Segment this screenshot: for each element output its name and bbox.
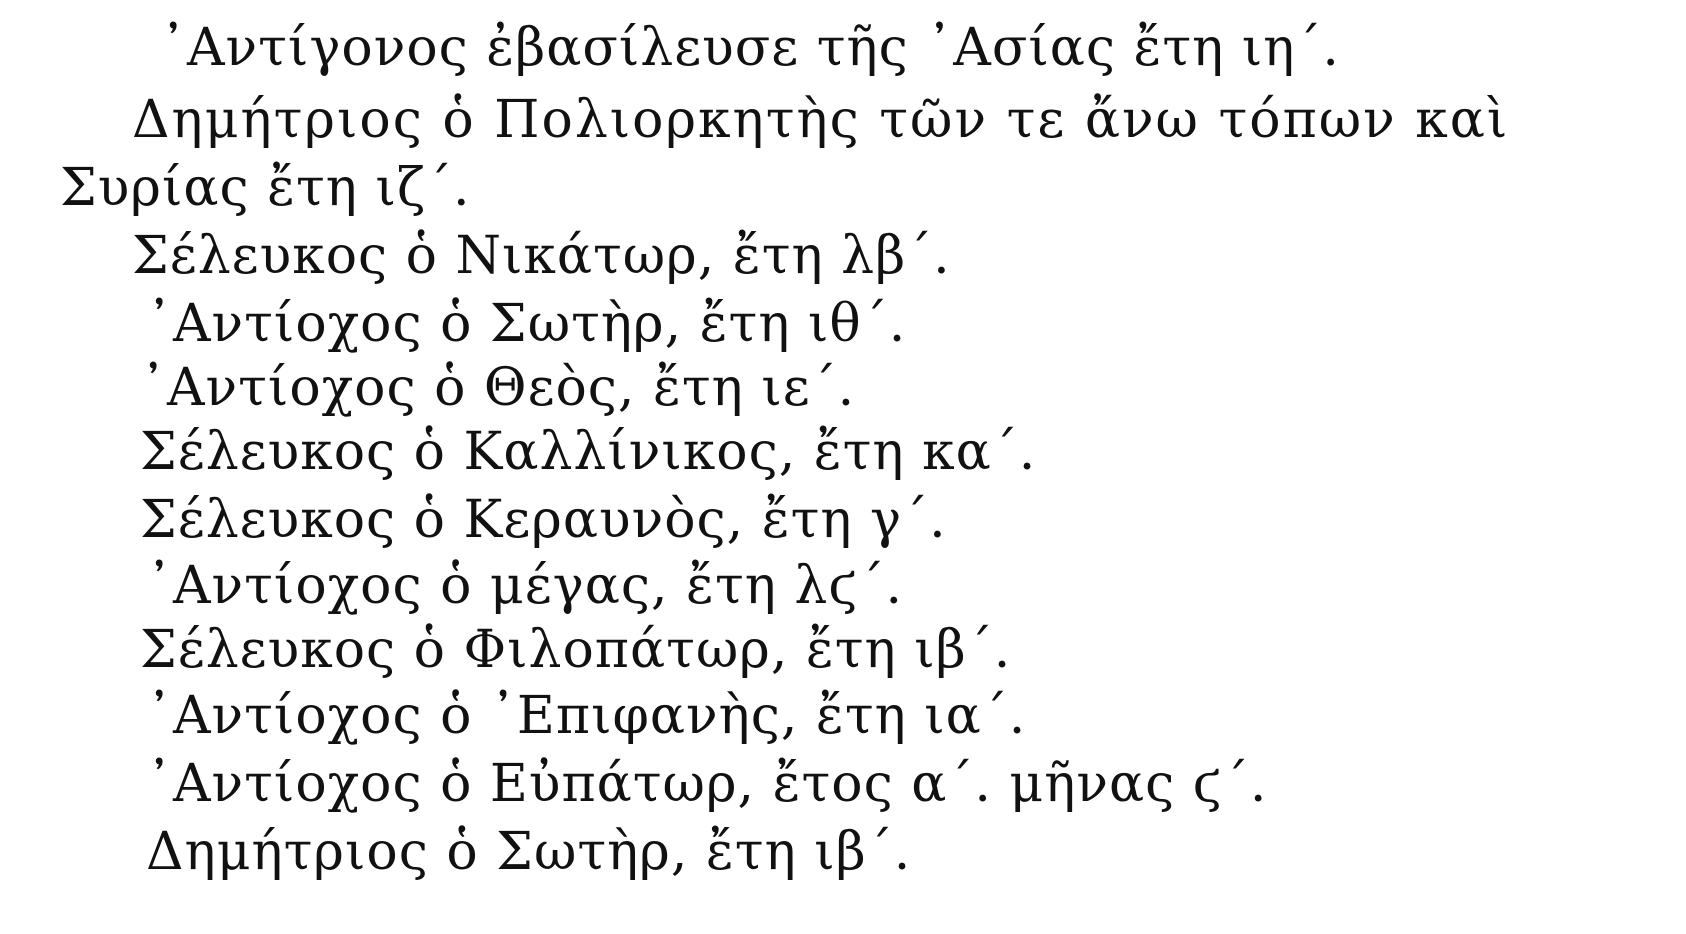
- text-line: ᾿Αντίοχος ὁ ᾿Επιφανὴς, ἔτη ια΄.: [146, 686, 1027, 746]
- text-line: Σέλευκος ὁ Νικάτωρ, ἔτη λβ΄.: [132, 226, 951, 286]
- text-line: ᾿Αντίοχος ὁ Σωτὴρ, ἔτη ιθ΄.: [146, 294, 907, 354]
- text-line: Σέλευκος ὁ Κεραυνὸς, ἔτη γ΄.: [140, 490, 947, 550]
- text-line: Σέλευκος ὁ Φιλοπάτωρ, ἔτη ιβ΄.: [140, 620, 1012, 680]
- text-line: Σέλευκος ὁ Καλλίνικος, ἔτη κα΄.: [140, 422, 1037, 482]
- text-line: Δημήτριος ὁ Σωτὴρ, ἔτη ιβ΄.: [146, 822, 912, 882]
- text-line: Δημήτριος ὁ Πολιορκητὴς τῶν τε ἄνω τόπων καὶ: [132, 90, 1510, 150]
- text-line: ᾿Αντίοχος ὁ Θεὸς, ἔτη ιε΄.: [140, 358, 856, 418]
- text-line: ᾿Αντίγονος ἐβασίλευσε τῆς ᾿Ασίας ἔτη ιη΄.: [160, 18, 1340, 78]
- text-line: ᾿Αντίοχος ὁ Εὐπάτωρ, ἔτος α΄. μῆνας ϛ΄.: [146, 754, 1268, 814]
- text-line: ᾿Αντίοχος ὁ μέγας, ἔτη λϛ΄.: [146, 556, 904, 616]
- text-line: Συρίας ἔτη ιζ΄.: [60, 158, 471, 218]
